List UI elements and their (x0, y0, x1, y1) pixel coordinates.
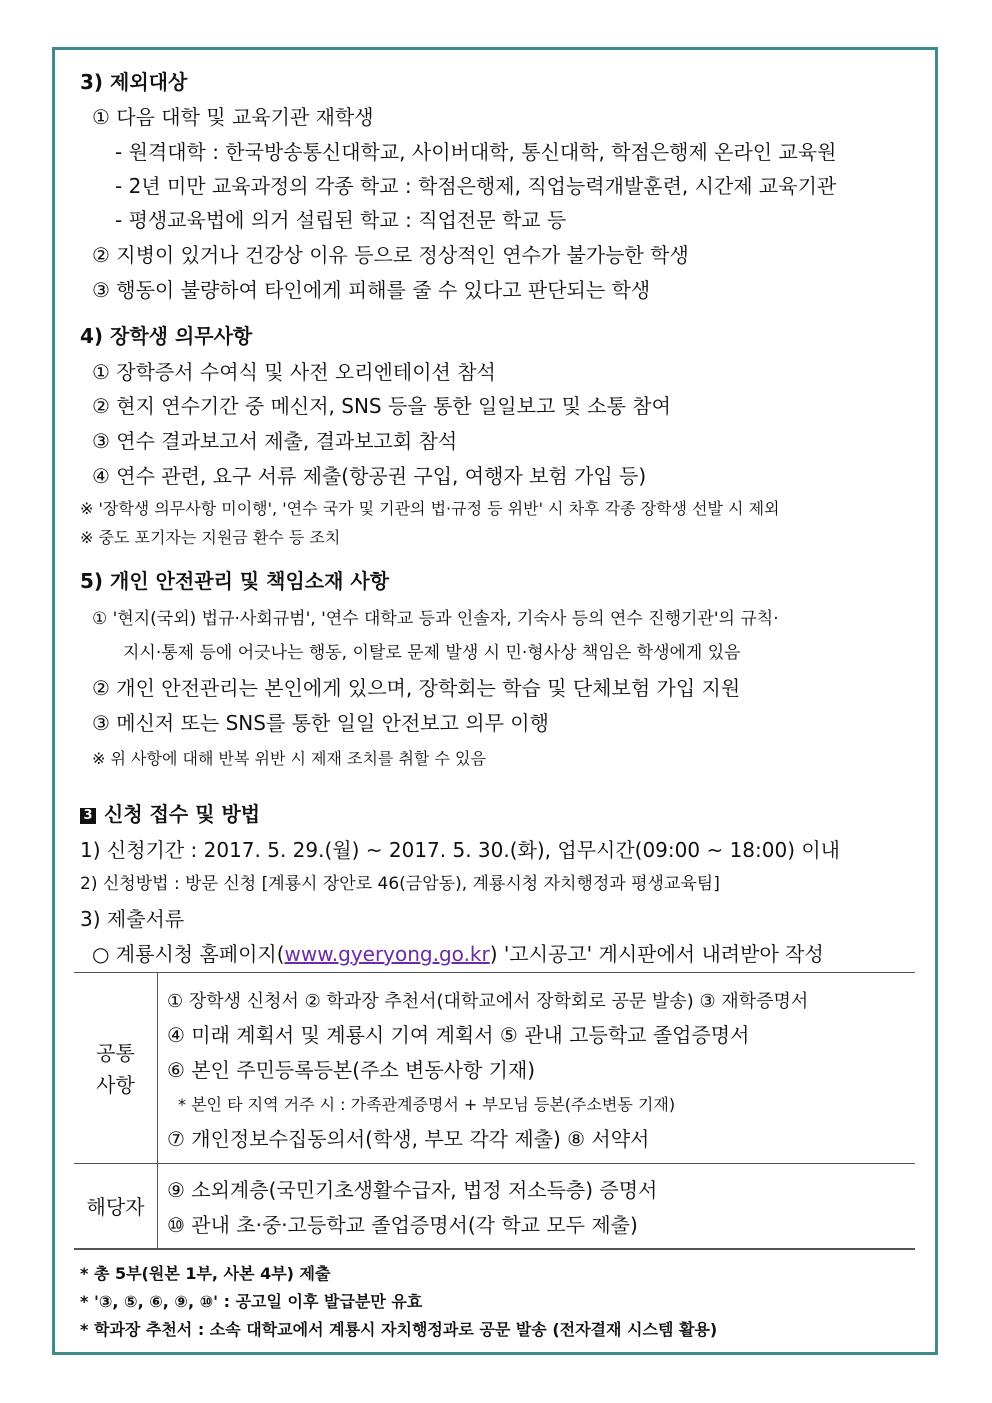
s4-note-2: ※ 중도 포기자는 지원금 환수 등 조치 (80, 528, 341, 547)
note-validity: * '③, ⑤, ⑥, ⑨, ⑩' : 공고일 이후 발급분만 유효 (80, 1292, 423, 1311)
s4-item-1: ① 장학증서 수여식 및 사전 오리엔테이션 참석 (92, 360, 496, 384)
target-category-label: 해당자 (86, 1195, 145, 1219)
target-docs-row-2: ⑩ 관내 초·중·고등학교 졸업증명서(각 학교 모두 제출) (167, 1213, 638, 1237)
table-row-divider (74, 1163, 915, 1164)
note-recommendation: * 학과장 추천서 : 소속 대학교에서 계룡시 자치행정과로 공문 발송 (전자결재 시스템 활용) (80, 1320, 718, 1339)
documents-heading: 3) 제출서류 (80, 907, 185, 931)
homepage-instruction: ○ 계룡시청 홈페이지(www.gyeryong.go.kr) '고시공고' 게시판에서 내려받아 작성 (92, 942, 824, 966)
s3-item-2: ② 지병이 있거나 건강상 이유 등으로 정상적인 연수가 불가능한 학생 (92, 243, 689, 267)
table-column-divider (157, 972, 158, 1249)
s5-note-1: ※ 위 사항에 대해 반복 위반 시 제재 조치를 취할 수 있음 (92, 749, 486, 768)
common-docs-row-4: * 본인 타 지역 거주 시 : 가족관계증명서 + 부모님 등본(주소변동 기재) (178, 1095, 676, 1114)
s3-detail-2: - 2년 미만 교육과정의 각종 학교 : 학점은행제, 직업능력개발훈련, 시간제 교육기관 (115, 174, 837, 198)
table-top-border (74, 972, 915, 973)
s3-item-1: ① 다음 대학 및 교육기관 재학생 (92, 105, 374, 129)
section-number-badge: 3 (80, 808, 96, 824)
table-bottom-border (74, 1248, 915, 1250)
s4-item-4: ④ 연수 관련, 요구 서류 제출(항공권 구입, 여행자 보험 가입 등) (92, 464, 647, 488)
s5-item-2: ② 개인 안전관리는 본인에게 있으며, 장학회는 학습 및 단체보험 가입 지원 (92, 676, 741, 700)
s5-item-1a: ① '현지(국외) 법규·사회규범', '연수 대학교 등과 인솔자, 기숙사 등의 연수 진행기관'의 규칙· (92, 609, 779, 629)
s3-detail-1: - 원격대학 : 한국방송통신대학교, 사이버대학, 통신대학, 학점은행제 온라인 교육원 (115, 140, 837, 164)
target-docs-row-1: ⑨ 소외계층(국민기초생활수급자, 법정 저소득층) 증명서 (167, 1178, 658, 1202)
s5-item-3: ③ 메신저 또는 SNS를 통한 일일 안전보고 의무 이행 (92, 711, 549, 735)
s3-item-3: ③ 행동이 불량하여 타인에게 피해를 줄 수 있다고 판단되는 학생 (92, 278, 651, 302)
s3-detail-3: - 평생교육법에 의거 설립된 학교 : 직업전문 학교 등 (115, 208, 567, 232)
section-3-title: 3) 제외대상 (80, 70, 188, 94)
apply-method: 2) 신청방법 : 방문 신청 [계룡시 장안로 46(금암동), 계룡시청 자치행정과 평생교육팀] (80, 874, 720, 894)
common-docs-row-2: ④ 미래 계획서 및 계룡시 기여 계획서 ⑤ 관내 고등학교 졸업증명서 (167, 1023, 750, 1047)
section-4-title: 4) 장학생 의무사항 (80, 324, 253, 348)
main-section-3-title: 3 신청 접수 및 방법 (80, 804, 260, 824)
common-docs-row-1: ① 장학생 신청서 ② 학과장 추천서(대학교에서 장학회로 공문 발송) ③ 재학증명서 (167, 991, 809, 1012)
common-docs-row-5: ⑦ 개인정보수집동의서(학생, 부모 각각 제출) ⑧ 서약서 (167, 1127, 650, 1151)
homepage-link[interactable]: www.gyeryong.go.kr (284, 942, 490, 966)
common-docs-row-3: ⑥ 본인 주민등록등본(주소 변동사항 기재) (167, 1058, 536, 1082)
s4-item-2: ② 현지 연수기간 중 메신저, SNS 등을 통한 일일보고 및 소통 참여 (92, 394, 671, 418)
apply-period: 1) 신청기간 : 2017. 5. 29.(월) ~ 2017. 5. 30.(화), 업무시간(09:00 ~ 18:00) 이내 (80, 838, 841, 862)
s4-item-3: ③ 연수 결과보고서 제출, 결과보고회 참석 (92, 429, 458, 453)
common-category-label: 공통 사항 (96, 1041, 135, 1097)
s5-item-1b: 지시·통제 등에 어긋나는 행동, 이탈로 문제 발생 시 민·형사상 책임은 학생에게 있음 (123, 643, 741, 663)
s4-note-1: ※ '장학생 의무사항 미이행', '연수 국가 및 기관의 법·규정 등 위반' 시 차후 각종 장학생 선발 시 제외 (80, 499, 780, 518)
note-copies: * 총 5부(원본 1부, 사본 4부) 제출 (80, 1264, 331, 1283)
section-5-title: 5) 개인 안전관리 및 책임소재 사항 (80, 569, 390, 593)
